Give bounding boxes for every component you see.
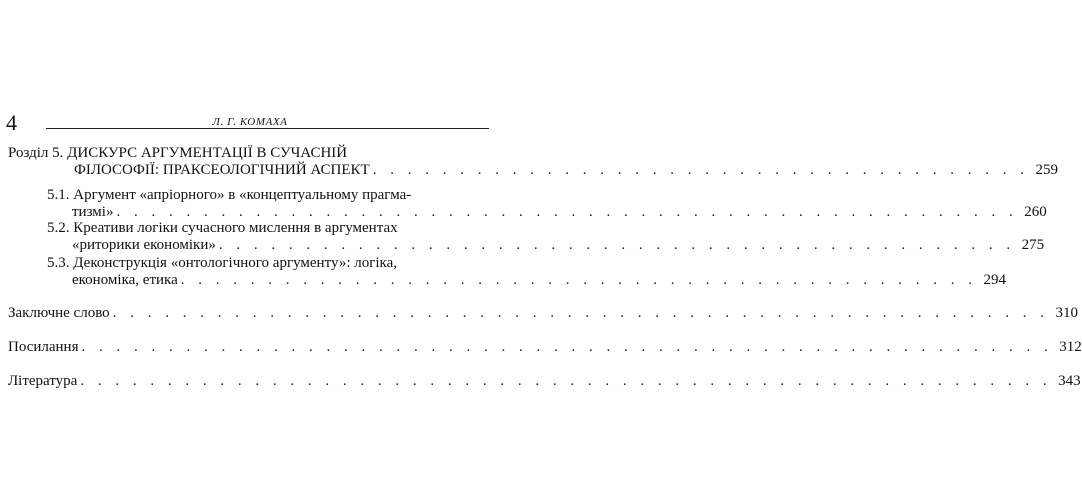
toc-section-5-3-line1: 5.3. Деконструкція «онтологічного аргументу»: логіка,: [47, 255, 398, 271]
header-rule: [46, 128, 489, 129]
toc-references-label: Посилання: [8, 339, 79, 355]
page-number: 4: [6, 110, 17, 135]
toc-section-5-3-page: 294: [983, 272, 1007, 288]
toc-literature-entry: [8, 373, 1081, 390]
toc-section-5-2-line2: «риторики економіки»: [72, 237, 216, 253]
toc-chapter5-page: 259: [1035, 162, 1058, 178]
toc-references-entry: [8, 339, 1082, 356]
toc-leader-dots: . . . . . . . . . . . . . . . . . . . . . . . . . . . . . . . . . . . . . . . . . . . . . . . . . . . . . .: [112, 305, 1049, 321]
toc-section-5-3-line2: економіка, етика: [72, 272, 178, 288]
toc-chapter5-entry: [74, 162, 1058, 179]
toc-leader-dots: . . . . . . . . . . . . . . . . . . . . . . . . . . . . . . . . . . . . . . . . . . . . . .: [218, 237, 1016, 253]
toc-leader-dots: . . . . . . . . . . . . . . . . . . . . . . . . . . . . . . . . . . . . . . . . . . . . . . . . . . . .: [116, 204, 1018, 220]
toc-leader-dots: . . . . . . . . . . . . . . . . . . . . . . . . . . . . . . . . . . . . . . . . . . . . . . . . . . . . . . . .: [81, 339, 1053, 355]
toc-leader-dots: . . . . . . . . . . . . . . . . . . . . . . . . . . . . . . . . . . . . . . . . . . . . . . . . . . . . . . . .: [80, 373, 1052, 389]
toc-chapter5-line2: ФІЛОСОФІЇ: ПРАКСЕОЛОГІЧНИЙ АСПЕКТ: [74, 162, 370, 178]
running-head-author: Л. Г. КОМАХА: [212, 116, 288, 128]
toc-section-5-2-entry: [72, 237, 1045, 254]
toc-section-5-3-entry: [72, 272, 1007, 289]
toc-section-5-1-line2: тизмі»: [72, 204, 114, 220]
toc-leader-dots: . . . . . . . . . . . . . . . . . . . . . . . . . . . . . . . . . . . . . .: [372, 162, 1029, 178]
toc-conclusion-label: Заключне слово: [8, 305, 110, 321]
toc-section-5-1-entry: [72, 204, 1047, 221]
toc-section-5-1-line1: 5.1. Аргумент «апріорного» в «концептуальному прагма-: [47, 187, 412, 203]
toc-references-page: 312: [1059, 339, 1082, 355]
toc-conclusion-entry: [8, 305, 1078, 322]
toc-section-5-1-page: 260: [1024, 204, 1047, 220]
toc-literature-page: 343: [1058, 373, 1081, 389]
toc-section-5-2-line1: 5.2. Креативи логіки сучасного мислення в аргументах: [47, 220, 398, 236]
toc-section-5-2-page: 275: [1021, 237, 1045, 253]
toc-conclusion-page: 310: [1055, 305, 1078, 321]
toc-chapter5-line1: Розділ 5. ДИСКУРС АРГУМЕНТАЦІЇ В СУЧАСНІЙ: [8, 145, 348, 161]
toc-leader-dots: . . . . . . . . . . . . . . . . . . . . . . . . . . . . . . . . . . . . . . . . . . . . . .: [180, 272, 978, 288]
toc-literature-label: Література: [8, 373, 78, 389]
